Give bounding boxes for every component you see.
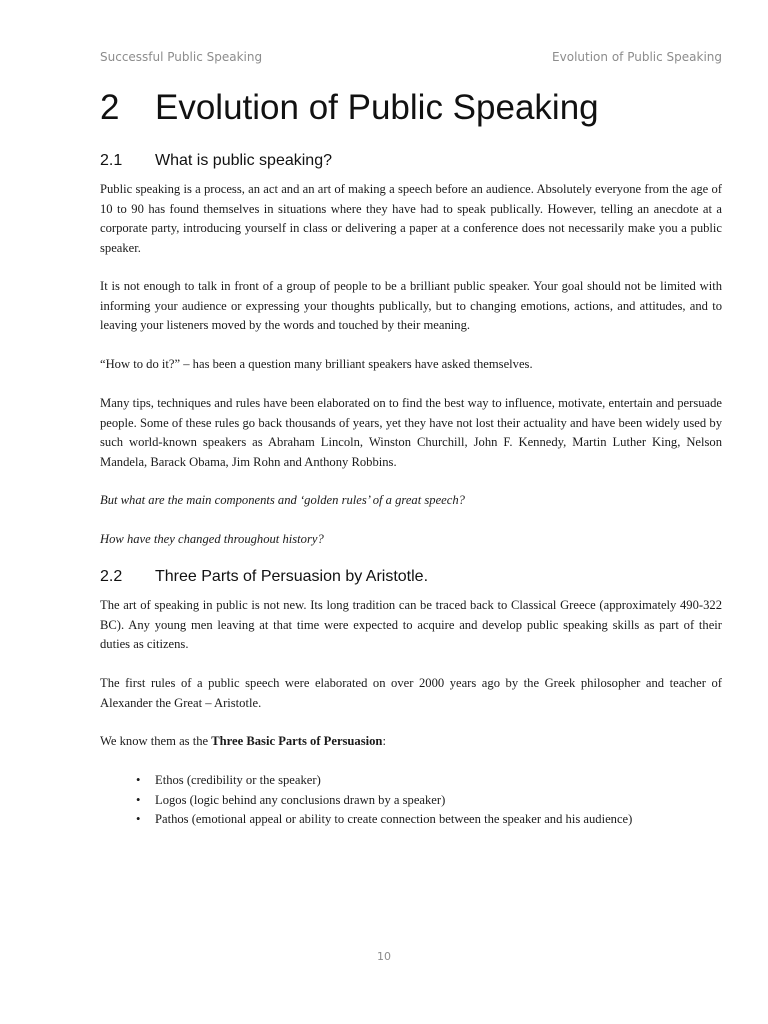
paragraph: Many tips, techniques and rules have been elaborated on to find the best way to influence, motivate, entertain and persuade people. Some of these rules go back thousands of years, yet they have not lost their actuality and have been widely used by such world-known speakers as Abraham Lincoln, Winston Churchill, John F. Kennedy, Martin Luther King, Nelson Mandela, Barack Obama, Jim Rohn and Anthony Robbins. <box>100 396 722 469</box>
list-item <box>100 791 722 811</box>
list-item-text: Logos (logic behind any conclusions drawn by a speaker) <box>155 792 446 807</box>
chapter-title-text: Evolution of Public Speaking <box>155 88 599 127</box>
persuasion-intro <box>100 732 722 752</box>
list-item-text: Ethos (credibility or the speaker) <box>155 773 321 787</box>
paragraph: Public speaking is a process, an act and an art of making a speech before an audience. Absolutely everyone from the age of 10 to 90 has found themselves in situations where they have had to speak publically. However, telling an anecdote at a corporate party, introducing yourself in class or delivering a paper at a conference does not necessarily make you a public speaker. <box>100 182 722 255</box>
page-number: 10 <box>377 950 391 963</box>
running-header <box>100 50 722 64</box>
header-book-title: Successful Public Speaking <box>100 50 263 64</box>
italic-question: But what are the main components and ‘golden rules’ of a great speech? <box>100 493 465 507</box>
italic-question: How have they changed throughout history? <box>100 532 324 546</box>
persuasion-parts-list <box>100 771 722 830</box>
intro-prefix: We know them as the <box>100 734 212 748</box>
bullet-icon: • <box>136 812 141 826</box>
header-chapter-title: Evolution of Public Speaking <box>552 50 722 64</box>
section-number: 2.1 <box>100 152 123 169</box>
paragraph: It is not enough to talk in front of a group of people to be a brilliant public speaker. Your goal should not be limited with informing your audience or expressing your thoughts publically, but to changing emotions, actions, and attitudes, and to leaving your listeners moved by the words and touched by their meaning. <box>100 279 722 332</box>
paragraph: The art of speaking in public is not new. Its long tradition can be traced back to Classical Greece (approximately 490-322 BC). Any young men leaving at that time were expected to acquire and develop public speaking skills as part of their duties as citizens. <box>100 598 722 651</box>
intro-suffix: : <box>382 734 386 748</box>
list-item <box>100 810 722 830</box>
intro-bold-term: Three Basic Parts of Persuasion <box>211 734 383 748</box>
bullet-icon: • <box>136 792 141 807</box>
section-number: 2.2 <box>100 568 123 585</box>
section-title: What is public speaking? <box>155 152 332 169</box>
section-heading-2-2 <box>100 568 428 586</box>
section-heading-2-1 <box>100 152 332 170</box>
list-item-text: Pathos (emotional appeal or ability to create connection between the speaker and his audience) <box>155 812 633 826</box>
section-title: Three Parts of Persuasion by Aristotle. <box>155 568 429 585</box>
paragraph: “How to do it?” – has been a question many brilliant speakers have asked themselves. <box>100 357 533 371</box>
list-item <box>100 771 722 791</box>
chapter-title <box>100 88 599 128</box>
bullet-icon: • <box>136 773 141 787</box>
chapter-number: 2 <box>100 88 120 127</box>
paragraph: The first rules of a public speech were elaborated on over 2000 years ago by the Greek philosopher and teacher of Alexander the Great – Aristotle. <box>100 676 722 710</box>
